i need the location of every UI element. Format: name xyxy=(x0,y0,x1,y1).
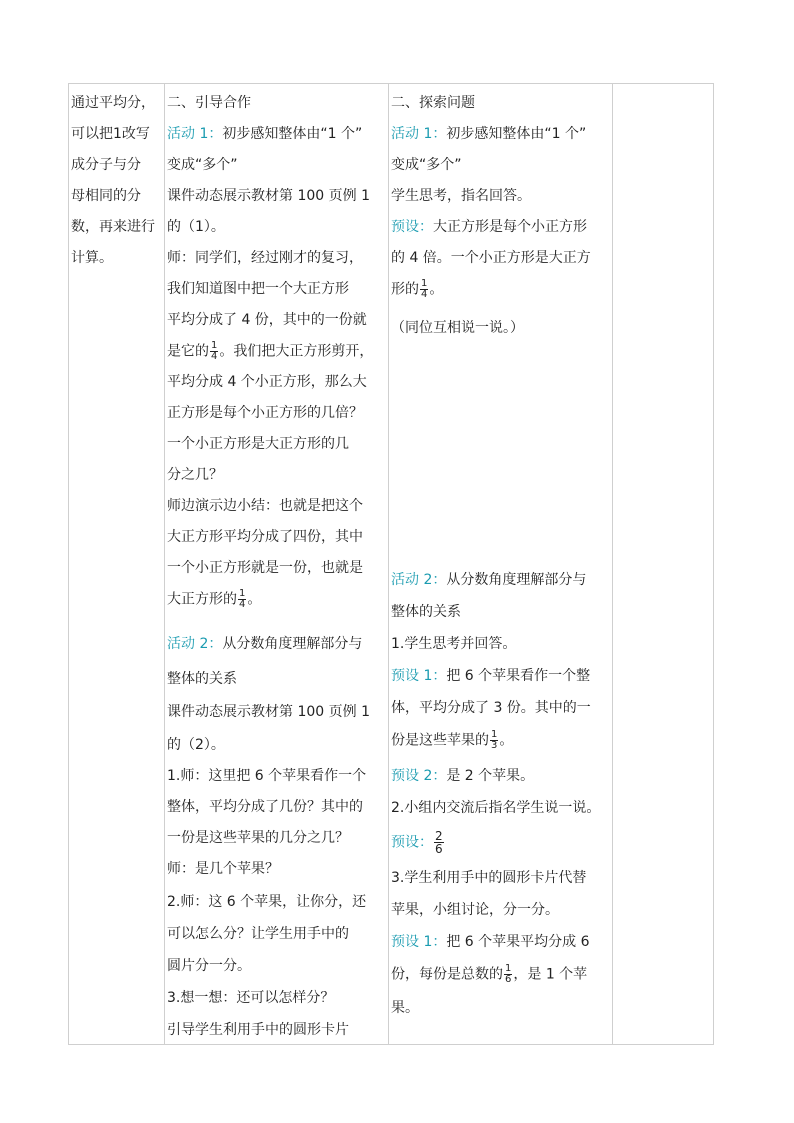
text-line: 可以怎么分？让学生用手中的 xyxy=(167,926,349,942)
activity-line xyxy=(391,124,586,144)
denominator: 4 xyxy=(421,289,428,300)
text-line: 苹果，小组讨论，分一分。 xyxy=(391,902,559,918)
text-line: 变成“多个” xyxy=(167,157,238,173)
text-line: 课件动态展示教材第 100 页例 1 xyxy=(167,704,370,720)
preset-label: 预设： xyxy=(391,219,433,235)
numerator: 1 xyxy=(491,729,498,740)
activity-line xyxy=(391,570,586,590)
numerator: 1 xyxy=(421,278,428,289)
text-line: 分之几？ xyxy=(167,467,223,483)
text-line: 平均分成 4 个小正方形，那么大 xyxy=(167,374,367,390)
denominator: 6 xyxy=(435,842,443,856)
text: 形的 xyxy=(391,281,419,298)
text-line: 1.学生思考并回答。 xyxy=(391,636,517,652)
text-line: 体，平均分成了 3 份。其中的一 xyxy=(391,700,591,716)
text-line: 整体的关系 xyxy=(167,671,237,687)
text-line: 的（2）。 xyxy=(167,737,225,753)
text-line xyxy=(391,666,590,686)
text-line: 的（1）。 xyxy=(167,219,225,235)
numerator: 1 xyxy=(239,588,246,599)
section-heading: 二、引导合作 xyxy=(167,95,251,111)
text-line: 母相同的分 xyxy=(71,188,141,204)
text-line: 师：同学们，经过刚才的复习， xyxy=(167,250,363,266)
text-line: 我们知道图中把一个大正方形 xyxy=(167,281,349,297)
text-line xyxy=(391,830,445,855)
denominator: 4 xyxy=(239,599,246,610)
numerator: 1 xyxy=(211,340,218,351)
text-line: 数，再来进行 xyxy=(71,219,155,235)
fraction-one-quarter xyxy=(420,279,428,300)
text-line: 一个小正方形就是一份，也就是 xyxy=(167,560,363,576)
text: 份是这些苹果的 xyxy=(391,732,489,749)
denominator: 4 xyxy=(211,351,218,362)
preset-label: 预设 1： xyxy=(391,934,447,950)
text-line xyxy=(391,217,587,237)
activity-label: 活动 1： xyxy=(167,126,223,142)
text-line: 3.想一想：还可以怎样分？ xyxy=(167,990,335,1006)
fraction-one-sixth xyxy=(504,964,512,985)
text-line xyxy=(391,766,534,786)
denominator: 6 xyxy=(505,974,512,985)
text-line: 引导学生利用手中的圆形卡片 xyxy=(167,1022,349,1038)
text-line: （同位互相说一说。） xyxy=(391,320,524,336)
text: 是它的 xyxy=(167,343,209,360)
text: ，是 1 个苹 xyxy=(513,966,588,983)
activity-label: 活动 2： xyxy=(167,636,223,652)
text-line: 课件动态展示教材第 100 页例 1 xyxy=(167,188,370,204)
text: 是 2 个苹果。 xyxy=(446,768,535,784)
text-line: 圆片分一分。 xyxy=(167,958,251,974)
text: 大正方形的 xyxy=(167,591,237,608)
text: 。 xyxy=(247,591,262,608)
text-line: 一个小正方形是大正方形的几 xyxy=(167,436,349,452)
section-heading: 二、探索问题 xyxy=(391,95,475,111)
preset-label: 预设 1： xyxy=(391,668,447,684)
text-line: 2.小组内交流后指名学生说一说。 xyxy=(391,800,601,816)
text: 大正方形是每个小正方形 xyxy=(433,219,587,235)
text-line: 3.学生利用手中的圆形卡片代替 xyxy=(391,870,587,886)
text: 。 xyxy=(499,732,514,749)
text-line: 整体，平均分成了几份？其中的 xyxy=(167,799,363,815)
activity-line xyxy=(167,124,362,144)
text-line: 整体的关系 xyxy=(391,604,461,620)
text-line: 师边演示边小结：也就是把这个 xyxy=(167,498,363,514)
text-line xyxy=(391,730,513,751)
text: 把 6 个苹果看作一个整 xyxy=(446,668,591,684)
text-line: 2.师：这 6 个苹果，让你分，还 xyxy=(167,894,367,910)
fraction-one-third xyxy=(490,730,498,751)
numerator: 2 xyxy=(435,829,443,843)
text-line: 的 4 倍。一个小正方形是大正方 xyxy=(391,250,591,266)
column-objective xyxy=(69,84,165,1044)
fraction-one-quarter xyxy=(238,589,246,610)
text-line xyxy=(167,589,261,610)
preset-label: 预设 2： xyxy=(391,768,447,784)
text-line: 果。 xyxy=(391,1000,419,1016)
text-line xyxy=(391,964,587,985)
text: 份，每份是总数的 xyxy=(391,966,503,983)
text-line xyxy=(167,341,373,362)
fraction-one-quarter xyxy=(210,341,218,362)
text: 初步感知整体由“1 个” xyxy=(446,126,587,142)
preset-label: 预设： xyxy=(391,834,433,851)
text-line: 正方形是每个小正方形的几倍？ xyxy=(167,405,363,421)
denominator: 3 xyxy=(491,740,498,751)
text-line: 学生思考，指名回答。 xyxy=(391,188,531,204)
column-teacher-activity xyxy=(165,84,389,1044)
text-line: 1.师：这里把 6 个苹果看作一个 xyxy=(167,768,367,784)
column-notes xyxy=(613,84,714,1044)
activity-label: 活动 2： xyxy=(391,572,447,588)
text: 。 xyxy=(429,281,444,298)
numerator: 1 xyxy=(505,963,512,974)
text: 从分数角度理解部分与 xyxy=(446,572,587,588)
text-line: 变成“多个” xyxy=(391,157,462,173)
activity-line xyxy=(167,634,362,654)
text-line: 可以把1改写 xyxy=(71,126,150,142)
text: 把 6 个苹果平均分成 6 xyxy=(446,934,590,950)
text-line: 成分子与分 xyxy=(71,157,141,173)
text: 初步感知整体由“1 个” xyxy=(222,126,363,142)
text: 从分数角度理解部分与 xyxy=(222,636,363,652)
lesson-table xyxy=(68,83,714,1045)
text-line: 平均分成了 4 份，其中的一份就 xyxy=(167,312,367,328)
text-line: 师：是几个苹果？ xyxy=(167,861,279,877)
text-line: 通过平均分， xyxy=(71,95,155,111)
text-line: 大正方形平均分成了四份，其中 xyxy=(167,529,363,545)
text-line xyxy=(391,279,443,300)
activity-label: 活动 1： xyxy=(391,126,447,142)
text: 。我们把大正方形剪开， xyxy=(219,343,374,360)
text-line: 计算。 xyxy=(71,250,113,266)
text-line xyxy=(391,932,590,952)
text-line: 一份是这些苹果的几分之几？ xyxy=(167,830,349,846)
column-student-activity xyxy=(389,84,613,1044)
fraction-two-sixths xyxy=(434,830,444,855)
